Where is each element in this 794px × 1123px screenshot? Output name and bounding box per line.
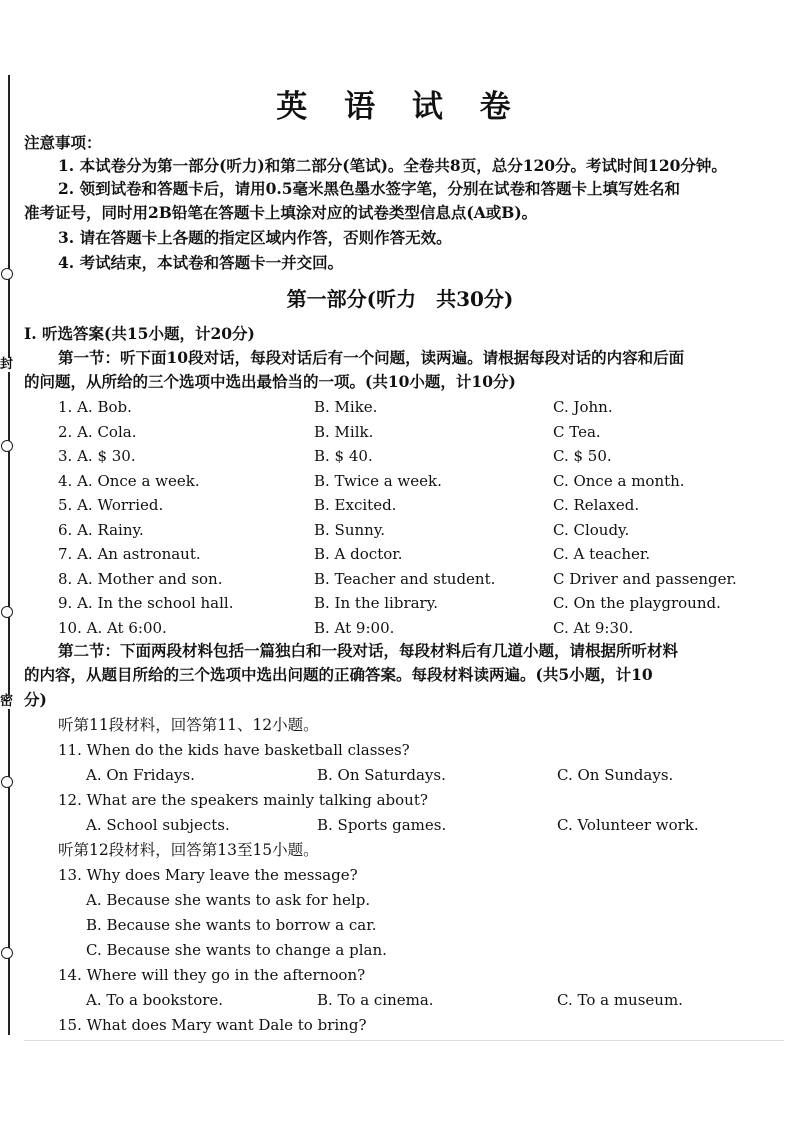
option-b: B. In the library. [314, 594, 438, 612]
option-c: C. $ 50. [553, 447, 612, 465]
question-stem: 15. What does Mary want Dale to bring? [58, 1016, 367, 1034]
question-stem: 11. When do the kids have basketball classes? [58, 741, 410, 759]
binding-hole [1, 440, 13, 452]
option-a: 9. A. In the school hall. [58, 594, 234, 612]
question-stem: 12. What are the speakers mainly talking about? [58, 791, 428, 809]
option-a: 4. A. Once a week. [58, 471, 200, 490]
notice-heading: 注意事项： [24, 133, 102, 152]
option-c: C. A teacher. [553, 545, 651, 563]
notice-item: 4. 考试结束，本试卷和答题卡一并交回。 [58, 253, 344, 272]
option-b: B. Mike. [314, 398, 378, 416]
binding-hole [1, 606, 13, 618]
notice-item: 2. 领到试卷和答题卡后，请用0.5毫米黑色墨水签字笔，分别在试卷和答题卡上填写姓名和 [58, 179, 681, 198]
option-c: C. Because she wants to change a plan. [86, 941, 387, 959]
option-c: C. Volunteer work. [557, 816, 699, 834]
option-c: C. To a museum. [557, 991, 683, 1009]
option-a: A. To a bookstore. [86, 991, 224, 1009]
binding-hole [1, 268, 13, 280]
section-instruction: 第二节：下面两段材料包括一篇独白和一段对话，每段材料后有几道小题，请根据所听材料 [58, 641, 679, 660]
section-instruction: 的问题，从所给的三个选项中选出最恰当的一项。(共10小题，计10分) [24, 372, 516, 391]
material-intro: 听第12段材料，回答第13至15小题。 [58, 841, 319, 859]
option-a: 10. A. At 6:00. [58, 618, 167, 637]
option-a: 1. A. Bob. [58, 398, 132, 416]
page-bottom-rule [24, 1040, 784, 1041]
option-c: C. Relaxed. [553, 496, 640, 514]
option-b: B. Teacher and student. [314, 569, 496, 588]
option-c: C Tea. [553, 422, 601, 441]
binding-line [8, 75, 10, 1035]
option-b: B. Sports games. [317, 816, 447, 834]
notice-item: 准考证号，同时用2B铅笔在答题卡上填涂对应的试卷类型信息点(A或B)。 [24, 203, 538, 222]
margin-label-seal: 封 [0, 357, 14, 372]
option-a: 3. A. $ 30. [58, 447, 136, 465]
option-b: B. To a cinema. [317, 991, 434, 1009]
option-a: 8. A. Mother and son. [58, 569, 223, 588]
option-c: C. On Sundays. [557, 766, 674, 784]
option-b: B. At 9:00. [314, 618, 395, 637]
option-a: 5. A. Worried. [58, 496, 164, 514]
section-heading: Ⅰ. 听选答案(共15小题，计20分) [24, 324, 255, 343]
option-a: A. School subjects. [86, 816, 230, 834]
option-a: 6. A. Rainy. [58, 520, 144, 539]
option-b: B. A doctor. [314, 545, 403, 563]
part-heading: 第一部分(听力 共30分) [286, 287, 514, 311]
section-instruction: 的内容，从题目所给的三个选项中选出问题的正确答案。每段材料读两遍。(共5小题，计10 [24, 665, 653, 684]
margin-label-close: 密 [0, 694, 14, 709]
notice-item: 3. 请在答题卡上各题的指定区域内作答，否则作答无效。 [58, 228, 452, 247]
option-a: A. Because she wants to ask for help. [86, 891, 371, 909]
question-stem: 13. Why does Mary leave the message? [58, 866, 358, 884]
option-c: C. Cloudy. [553, 520, 630, 539]
option-c: C Driver and passenger. [553, 569, 737, 588]
binding-hole [1, 776, 13, 788]
exam-title: 英 语 试 卷 [276, 89, 524, 125]
notice-item: 1. 本试卷分为第一部分(听力)和第二部分(笔试)。全卷共8页，总分120分。考试时间120分钟。 [58, 156, 727, 175]
option-a: A. On Fridays. [86, 766, 195, 784]
question-stem: 14. Where will they go in the afternoon? [58, 966, 366, 984]
option-b: B. On Saturdays. [317, 766, 446, 784]
option-b: B. Because she wants to borrow a car. [86, 916, 377, 934]
option-a: 2. A. Cola. [58, 422, 137, 441]
option-c: C. At 9:30. [553, 618, 634, 637]
section-instruction: 分) [24, 690, 47, 709]
option-b: B. Sunny. [314, 520, 386, 539]
option-c: C. Once a month. [553, 471, 685, 490]
option-b: B. Excited. [314, 496, 397, 514]
material-intro: 听第11段材料，回答第11、12小题。 [58, 716, 319, 734]
option-b: B. Twice a week. [314, 471, 442, 490]
binding-hole [1, 947, 13, 959]
option-c: C. On the playground. [553, 594, 721, 612]
option-b: B. Milk. [314, 422, 374, 441]
option-c: C. John. [553, 398, 613, 416]
option-b: B. $ 40. [314, 447, 373, 465]
section-instruction: 第一节：听下面10段对话，每段对话后有一个问题，读两遍。请根据每段对话的内容和后面 [58, 348, 685, 367]
option-a: 7. A. An astronaut. [58, 545, 201, 563]
